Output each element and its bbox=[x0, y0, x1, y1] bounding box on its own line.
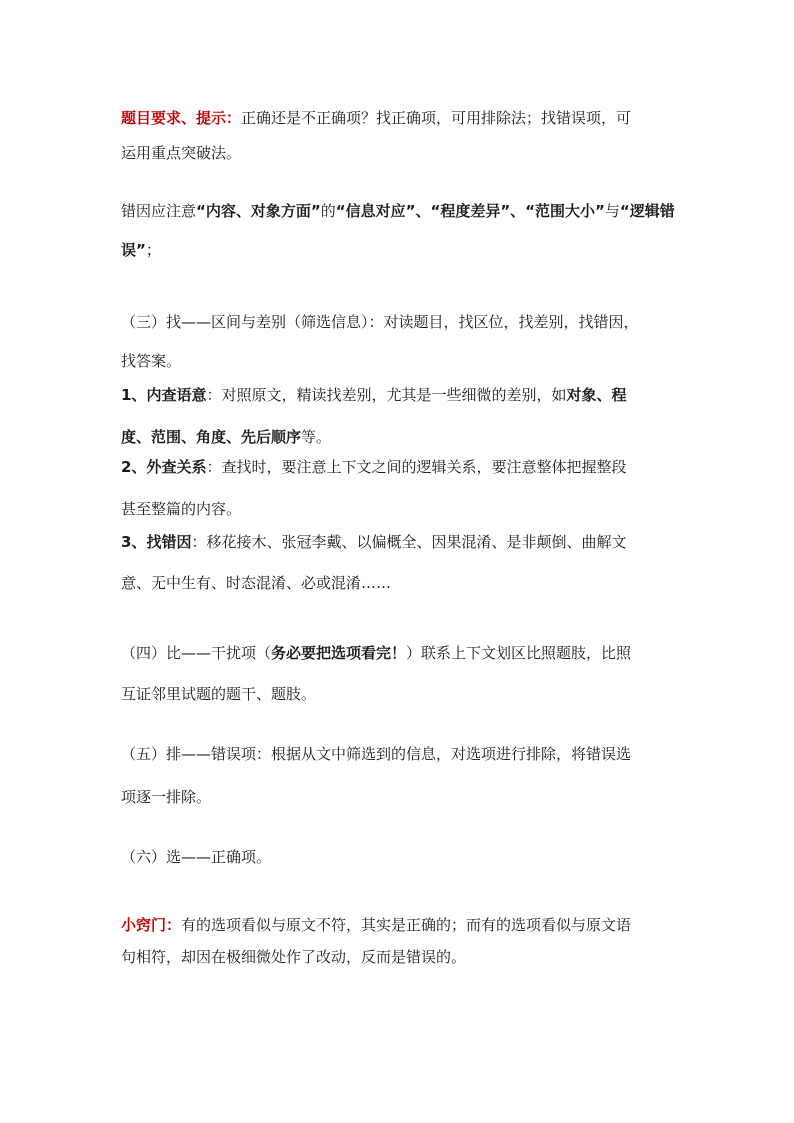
error-cause-bold: 误” bbox=[121, 241, 146, 259]
item-3-line-1 bbox=[121, 532, 626, 552]
error-cause-text: 错因应注意 bbox=[121, 202, 197, 220]
tips-text-1: 正确还是不正确项？找正确项，可用排除法；找错误项，可 bbox=[241, 109, 632, 127]
item-1-bold: 度、范围、角度、先后顺序 bbox=[121, 428, 302, 446]
section-4-text: ）联系上下文划区比照题肢，比照 bbox=[406, 644, 632, 662]
error-cause-line-1 bbox=[121, 201, 675, 221]
section-5-line-2 bbox=[121, 787, 211, 807]
section-3-line-1 bbox=[121, 312, 639, 332]
tips-text-2: 运用重点突破法。 bbox=[121, 144, 242, 162]
tip-label: 小窍门： bbox=[121, 916, 182, 934]
item-3-number: 3、 bbox=[121, 533, 147, 551]
section-4-line-1 bbox=[121, 643, 631, 663]
tips-line-1 bbox=[121, 108, 631, 128]
tip-text: 有的选项看似与原文不符，其实是正确的；而有的选项看似与原文语 bbox=[181, 916, 632, 934]
section-5-text: （五）排——错误项：根据从文中筛选到的信息，对选项进行排除，将错误选 bbox=[121, 745, 632, 763]
section-6-text: （六）选——正确项。 bbox=[121, 848, 272, 866]
item-1-bold: 对象、程 bbox=[566, 386, 627, 404]
error-cause-bold: “内容、对象方面” bbox=[196, 202, 321, 220]
section-4-line-2 bbox=[121, 684, 316, 704]
section-4-bold: 务必要把选项看完！ bbox=[271, 644, 407, 662]
section-6-line-1 bbox=[121, 847, 271, 867]
error-cause-line-2 bbox=[121, 240, 161, 260]
section-3-text: （三）找——区间与差别（筛选信息）：对读题目，找区位，找差别，找错因， bbox=[121, 313, 639, 331]
item-2-number: 2、 bbox=[121, 458, 147, 476]
item-3-line-2 bbox=[121, 573, 391, 593]
section-4-text: 互证邻里试题的题干、题肢。 bbox=[121, 685, 317, 703]
section-3-line-2 bbox=[121, 351, 181, 371]
item-1-text: ：对照原文，精读找差别，尤其是一些细微的差别，如 bbox=[206, 386, 567, 404]
error-cause-text: 的 bbox=[320, 202, 336, 220]
section-5-line-1 bbox=[121, 744, 631, 764]
item-3-text: 意、无中生有、时态混淆、必或混淆…… bbox=[121, 574, 392, 592]
error-cause-bold: “信息对应”、“程度差异”、“范围大小” bbox=[335, 202, 605, 220]
item-3-label: 找错因 bbox=[146, 533, 192, 551]
item-1-label: 内查语意 bbox=[146, 386, 207, 404]
item-2-label: 外查关系 bbox=[146, 458, 207, 476]
tips-label: 题目要求、提示： bbox=[121, 109, 242, 127]
tip-text: 句相符，却因在极细微处作了改动，反而是错误的。 bbox=[121, 948, 467, 966]
section-5-text: 项逐一排除。 bbox=[121, 788, 212, 806]
section-3-text: 找答案。 bbox=[121, 352, 182, 370]
item-2-line-1 bbox=[121, 457, 626, 477]
item-2-line-2 bbox=[121, 499, 241, 519]
error-cause-bold: “逻辑错 bbox=[619, 202, 675, 220]
item-1-number: 1、 bbox=[121, 386, 147, 404]
item-3-text: ：移花接木、张冠李戴、以偏概全、因果混淆、是非颠倒、曲解文 bbox=[191, 533, 627, 551]
item-2-text: ：查找时，要注意上下文之间的逻辑关系，要注意整体把握整段 bbox=[206, 458, 627, 476]
item-1-line-1 bbox=[121, 385, 626, 405]
error-cause-text: ； bbox=[145, 241, 161, 259]
tips-line-2 bbox=[121, 143, 241, 163]
item-1-line-2 bbox=[121, 427, 331, 447]
tip-line-1 bbox=[121, 915, 631, 935]
item-2-text: 甚至整篇的内容。 bbox=[121, 500, 242, 518]
section-4-text: （四）比——干扰项（ bbox=[121, 644, 272, 662]
tip-line-2 bbox=[121, 947, 466, 967]
item-1-text: 等。 bbox=[301, 428, 332, 446]
error-cause-text: 与 bbox=[604, 202, 620, 220]
